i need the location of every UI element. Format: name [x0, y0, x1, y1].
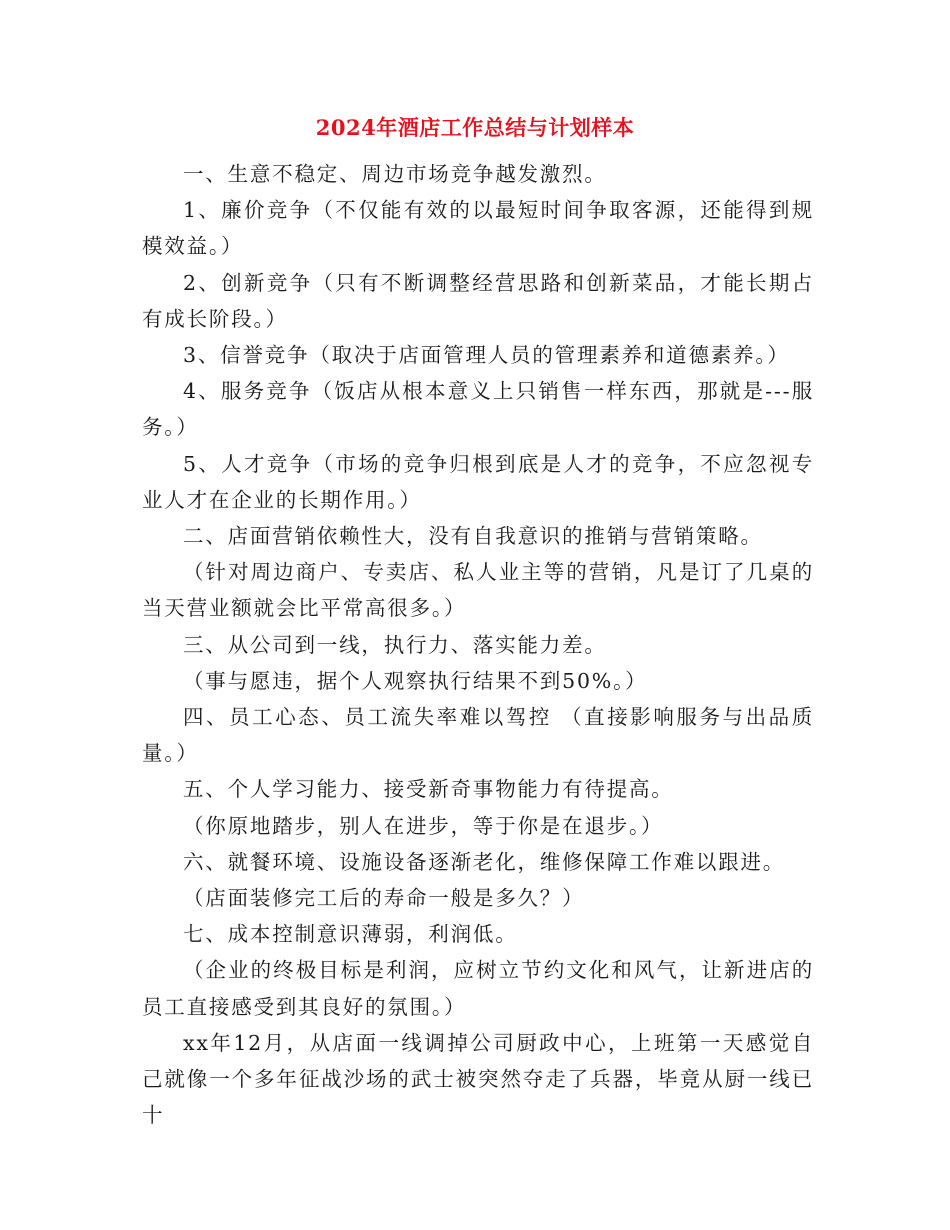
paragraph: xx年12月，从店面一线调掉公司厨政中心，上班第一天感觉自己就像一个多年征战沙场的武士被突然夺走了兵器，毕竟从厨一线已十: [142, 1030, 814, 1128]
paragraph: 五、个人学习能力、接受新奇事物能力有待提高。: [183, 777, 674, 802]
paragraph: （店面装修完工后的寿命一般是多久？）: [183, 886, 585, 911]
paragraph: （企业的终极目标是利润，应树立节约文化和风气，让新进店的员工直接感受到其良好的氛围。）: [142, 958, 814, 1019]
paragraph: 2、创新竞争（只有不断调整经营思路和创新菜品，才能长期占有成长阶段。）: [142, 270, 814, 331]
document-body: [142, 156, 814, 1133]
paragraph: 4、服务竞争（饭店从根本意义上只销售一样东西，那就是---服务。）: [142, 379, 814, 440]
paragraph: 四、员工心态、员工流失率难以驾控 （直接影响服务与出品质量。）: [142, 705, 814, 766]
paragraph: 六、就餐环境、设施设备逐渐老化，维修保障工作难以跟进。: [183, 849, 786, 874]
paragraph: （你原地踏步，别人在进步，等于你是在退步。）: [183, 813, 664, 838]
document-title: 2024年酒店工作总结与计划样本: [315, 115, 635, 140]
paragraph: 一、生意不稳定、周边市场竞争越发激烈。: [183, 162, 607, 186]
paragraph: （事与愿违，据个人观察执行结果不到50%。）: [183, 668, 648, 693]
paragraph: 1、廉价竞争（不仅能有效的以最短时间争取客源，还能得到规模效益。）: [142, 198, 814, 259]
paragraph: 二、店面营销依赖性大，没有自我意识的推销与营销策略。: [183, 524, 763, 549]
paragraph: 三、从公司到一线，执行力、落实能力差。: [183, 632, 607, 657]
paragraph: 3、信誉竞争（取决于店面管理人员的管理素养和道德素养。）: [183, 343, 790, 368]
paragraph: （针对周边商户、专卖店、私人业主等的营销，凡是订了几桌的当天营业额就会比平常高很多。）: [142, 560, 814, 621]
paragraph: 5、人才竞争（市场的竞争归根到底是人才的竞争，不应忽视专业人才在企业的长期作用。）: [142, 451, 814, 512]
paragraph: 七、成本控制意识薄弱，利润低。: [183, 922, 518, 947]
